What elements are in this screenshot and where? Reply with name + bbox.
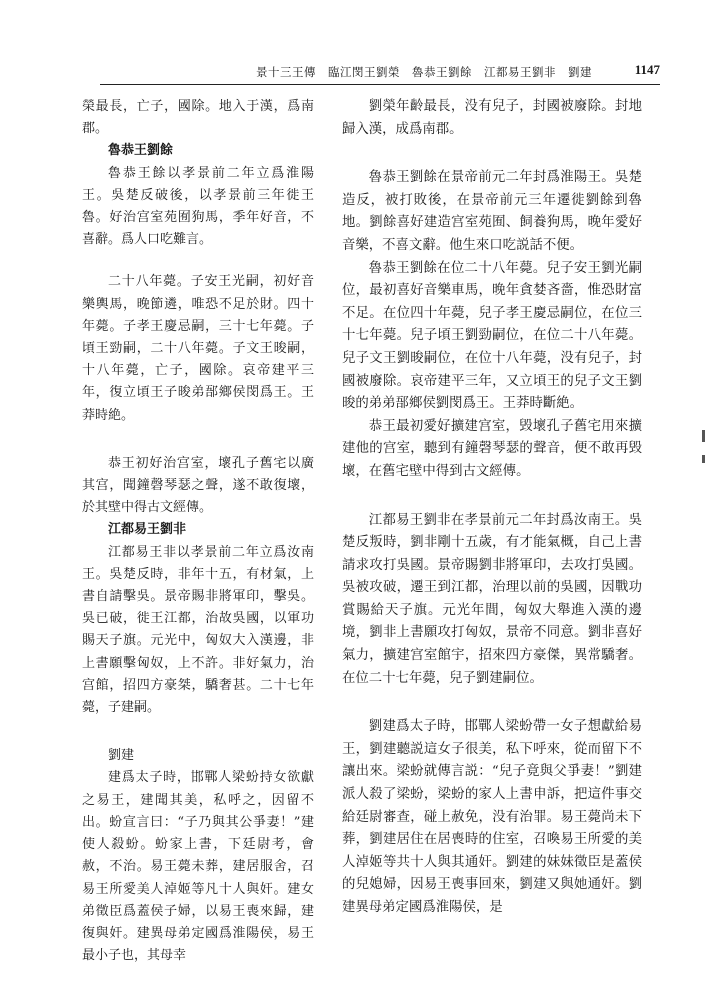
running-header xyxy=(100,60,660,85)
section-heading: 魯恭王劉餘 xyxy=(108,143,174,159)
translation-paragraph: 劉榮年齡最長，没有兒子，封國被廢除。封地歸入漢，成爲南郡。 xyxy=(342,99,642,137)
original-text-column xyxy=(82,96,314,967)
original-paragraph: 恭王初好治宫室，壞孔子舊宅以廣其宫，聞鐘磬琴瑟之聲，遂不敢復壞，於其壁中得古文經傳。 xyxy=(82,455,314,516)
original-paragraph: 二十八年薨。子安王光嗣，初好音樂輿馬，晚節遴，唯恐不足於財。四十年薨。子孝王慶忌嗣，三十七年薨。子頃王勁嗣，二十八年薨。子文王晙嗣，十八年薨，亡子，國除。哀帝建平三年，復立頃王子晙弟郚鄉侯閔爲王。王莽時絶。 xyxy=(82,274,314,423)
paragraph-gap xyxy=(342,484,642,510)
translation-paragraph: 江都易王劉非在孝景前元二年封爲汝南王。吳楚反叛時，劉非剛十五歲，有才能氣概，自己上書請求攻打吳國。景帝賜劉非將軍印，去攻打吳國。吳被攻破，遷王到江都，治理以前的吳國，因戰功賞賜給天子旗。元光年間，匈奴大舉進入漢的邊境，劉非上書願攻打匈奴，景帝不同意。劉非喜好氣力，擴建宫室館宇，招來四方豪傑，異常驕奢。在位二十七年薨，兒子劉建嗣位。 xyxy=(342,512,642,686)
translation-paragraph: 魯恭王劉餘在位二十八年薨。兒子安王劉光嗣位，最初喜好音樂車馬，晚年貪婪吝嗇，惟恐財富不足。在位四十年薨，兒子孝王慶忌嗣位，在位三十七年薨。兒子頃王劉勁嗣位，在位二十八年薨。兒子文王劉晙嗣位，在位十八年薨，没有兒子，封國被廢除。哀帝建平三年，又立頃王的兒子文王劉晙的弟弟郚鄉侯劉閔爲王。王莽時斷絶。 xyxy=(342,260,642,412)
original-paragraph: 榮最長，亡子，國除。地入于漢，爲南郡。 xyxy=(82,99,314,137)
translation-paragraph: 魯恭王劉餘在景帝前元二年封爲淮陽王。吳楚造反，被打敗後，在景帝前元三年遷徙劉餘到魯地。劉餘喜好建造宫室苑囿、飼養狗馬，晚年愛好音樂，不喜文辭。他生來口吃説話不便。 xyxy=(342,170,642,253)
binding-mark xyxy=(702,430,705,442)
original-paragraph: 建爲太子時，邯鄲人梁蚡持女欲獻之易王，建聞其美，私呼之，因留不出。蚡宣言曰：“子乃與其公爭妻！”建使人殺蚡。蚡家上書，下廷尉考，會赦，不治。易王薨未葬，建居服舍，召易王所愛美人淖姬等凡十人與奸。建女弟徵臣爲蓋侯子婦，以易王喪來歸，建復與奸。建異母弟定國爲淮陽侯，易王最小子也，其母幸 xyxy=(82,770,314,964)
page-number: 1147 xyxy=(634,62,660,77)
section-heading: 劉建 xyxy=(108,748,135,764)
translation-paragraph: 劉建爲太子時，邯鄲人梁蚡帶一女子想獻給易王，劉建聽説這女子很美，私下呼來，從而留下不讓出來。梁蚡就傳言説：“兒子竟與父爭妻！”劉建派人殺了梁蚡，梁蚡的家人上書申訴，把這件事交給廷尉審查，碰上赦免，没有治罪。易王薨尚未下葬，劉建居住在居喪時的住室，召喚易王所愛的美人淖姬等共十人與其通奸。劉建的妹妹徵臣是蓋侯的兒媳婦，因易王喪事回來，劉建又與她通奸。劉建異母弟定國爲淮陽侯，是 xyxy=(342,719,642,915)
original-paragraph: 江都易王非以孝景前二年立爲汝南王。吳楚反時，非年十五，有材氣，上書自請擊吳。景帝賜非將軍印，擊吳。吳已破，徙王江都，治故吳國，以軍功賜天子旗。元光中，匈奴大入漢邊，非上書願擊匈奴，上不許。非好氣力，治宫館，招四方豪桀，驕奢甚。二十七年薨，子建嗣。 xyxy=(82,544,314,716)
running-header-title: 景十三王傳 臨江閔王劉榮 魯恭王劉餘 江都易王劉非 劉建 xyxy=(256,65,592,79)
paragraph-gap xyxy=(342,141,642,167)
section-heading: 江都易王劉非 xyxy=(108,522,187,538)
translation-paragraph: 恭王最初愛好擴建宫室，毁壞孔子舊宅用來擴建他的宫室，聽到有鐘磬琴瑟的聲音，便不敢再毁壞，在舊宅壁中得到古文經傳。 xyxy=(342,418,642,479)
paragraph-gap xyxy=(82,427,314,453)
paragraph-gap xyxy=(82,719,314,745)
translation-column xyxy=(342,96,642,920)
paragraph-gap xyxy=(82,251,314,271)
original-paragraph: 魯恭王餘以孝景前二年立爲淮陽王。吳楚反破後，以孝景前三年徙王魯。好治宫室苑囿狗馬，季年好音，不喜辭。爲人口吃難言。 xyxy=(82,165,314,248)
paragraph-gap xyxy=(342,690,642,716)
binding-mark xyxy=(702,455,705,463)
